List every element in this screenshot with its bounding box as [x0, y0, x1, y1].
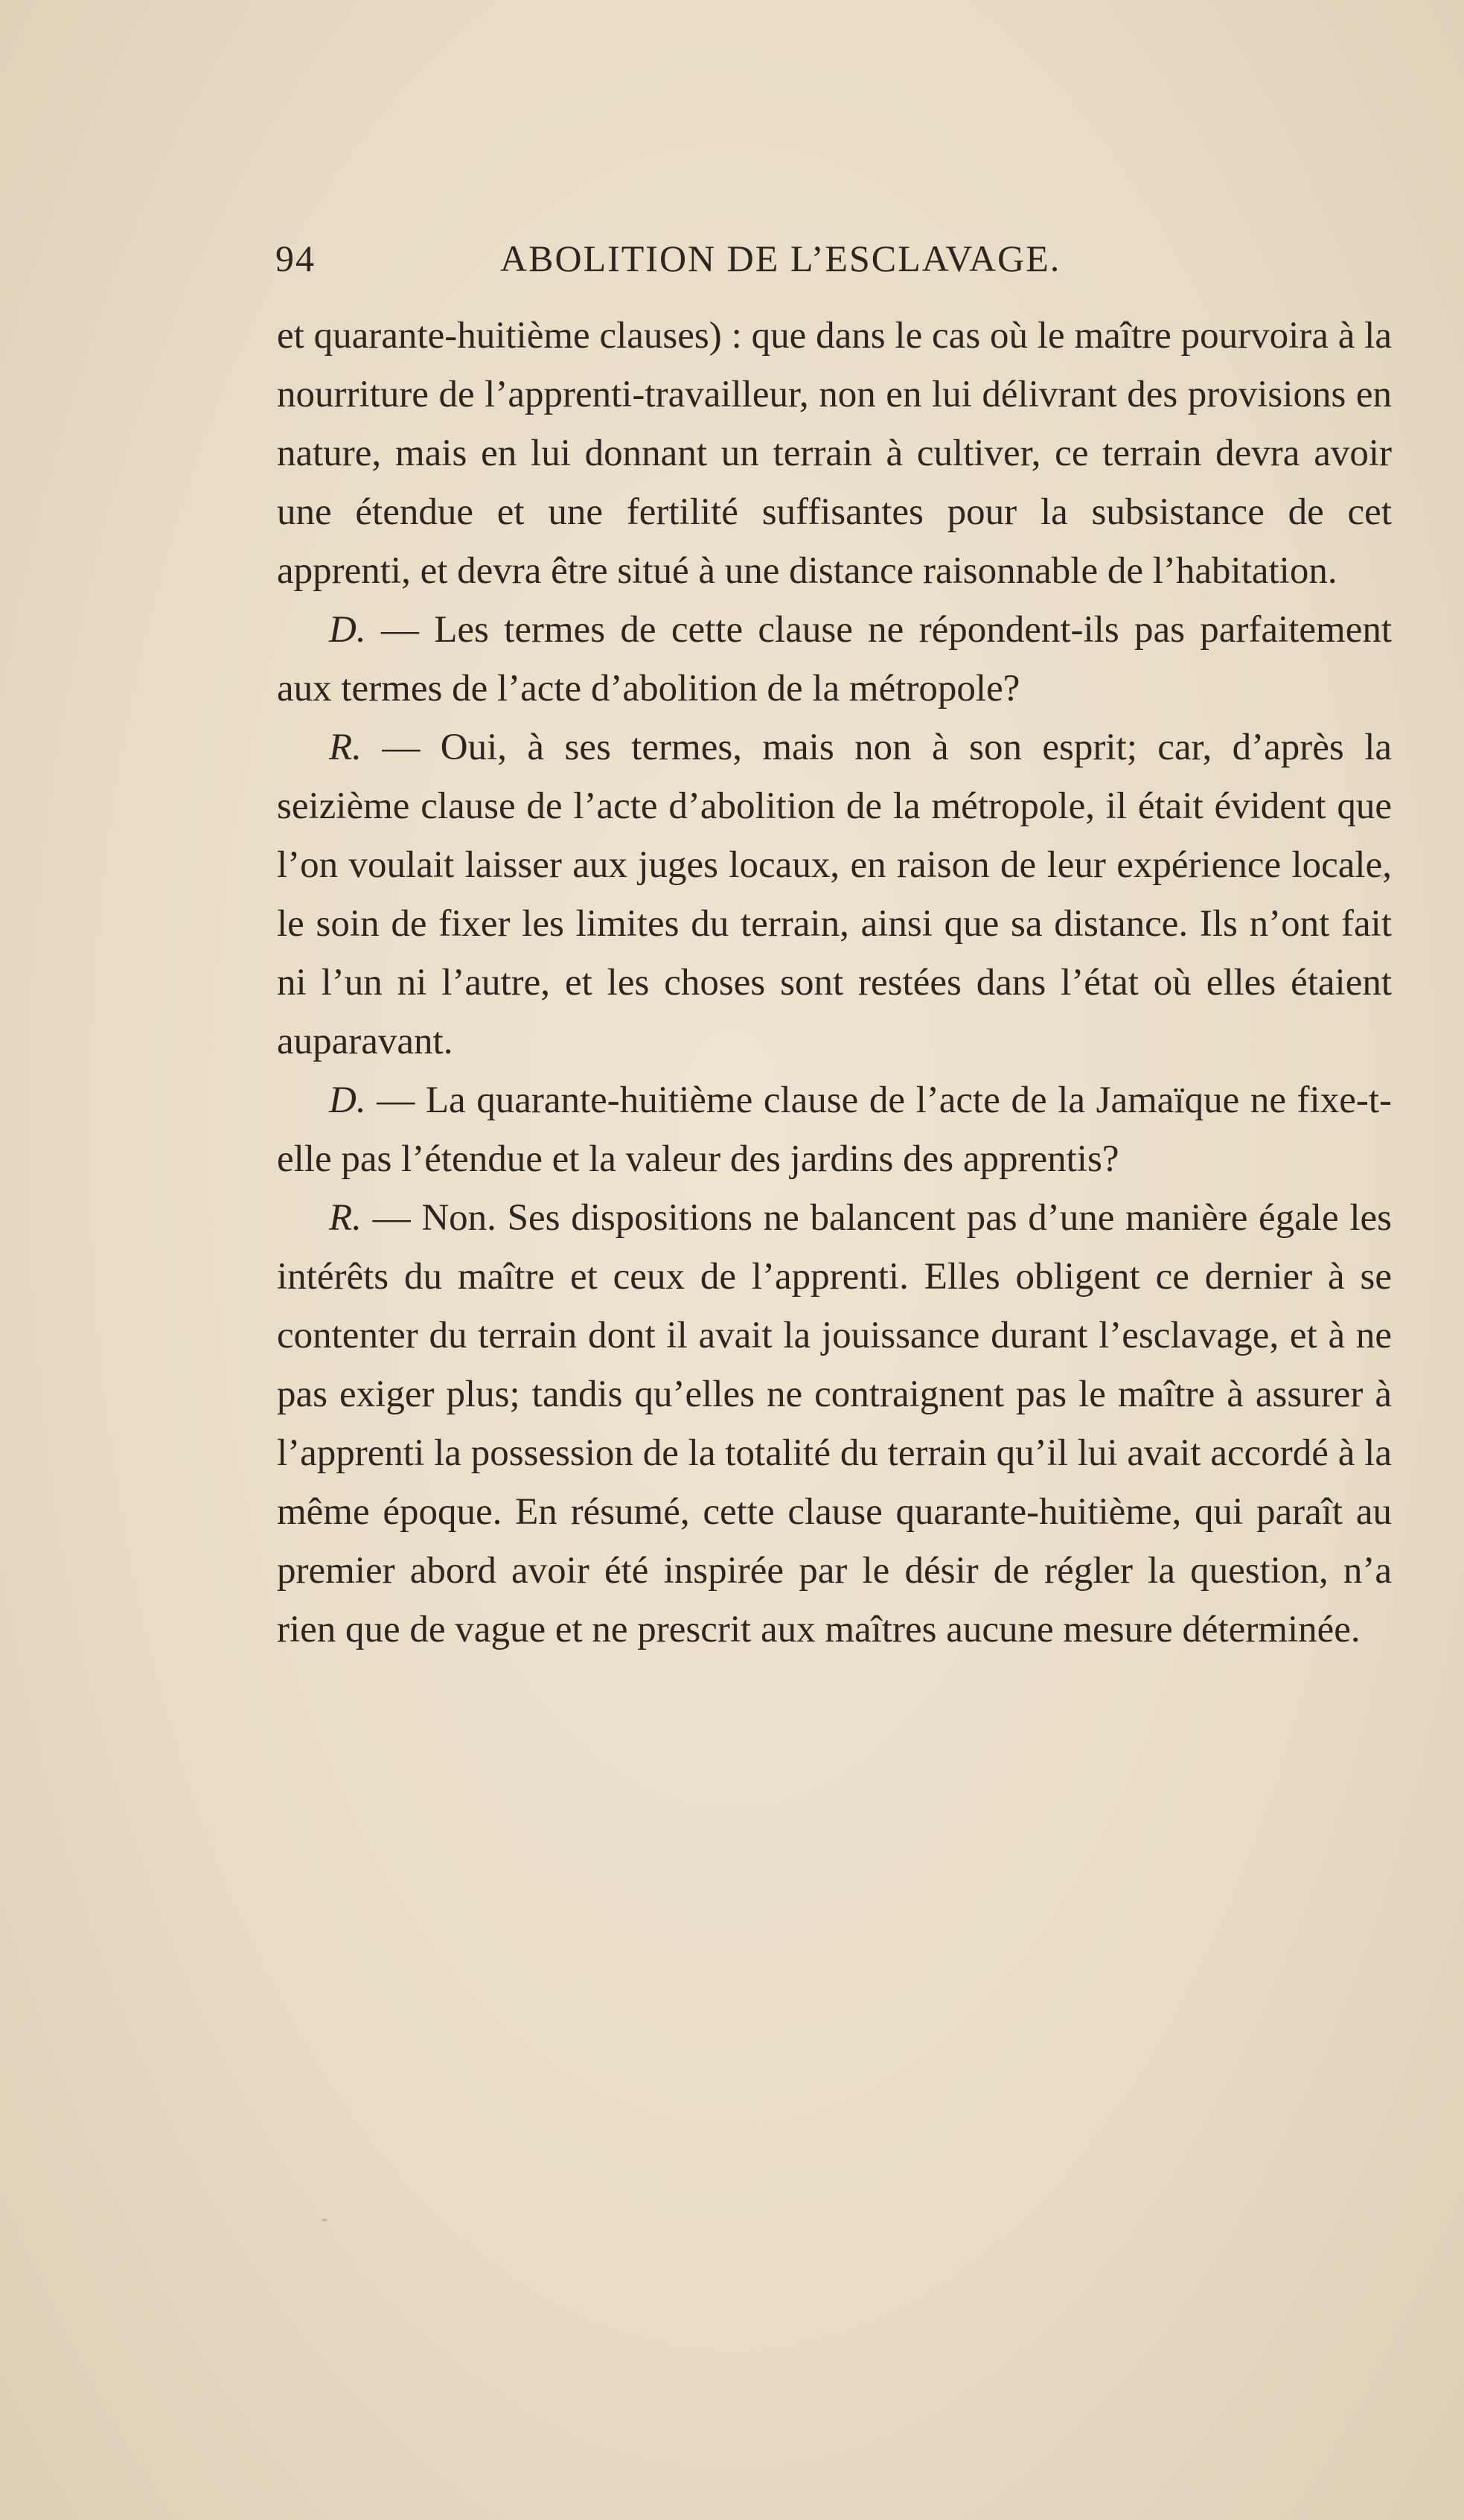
- answer-1-text: — Oui, à ses termes, mais non à son esprit; car, d’après la seizième clause de l’acte d’abolition de la métropole, il était évident que l’on voulait laisser aux juges locaux, en raison de leur expérience locale, le soin de fixer les limites du terrain, ainsi que sa distance. Ils n’ont fait ni l’un ni l’autre, et les choses sont restées dans l’état où elles étaient auparavant.: [277, 727, 1392, 1062]
- main-text: [277, 307, 1392, 1659]
- question-1: [277, 601, 1392, 718]
- answer-1: [277, 718, 1392, 1071]
- page-number: 94: [275, 237, 316, 279]
- question-1-text: — Les termes de cette clause ne répondent-ils pas parfaitement aux termes de l’acte d’abolition de la métropole?: [277, 609, 1392, 709]
- question-2-text: — La quarante-huitième clause de l’acte de la Jamaïque ne fixe-t-elle pas l’étendue et la valeur des jardins des apprentis?: [277, 1079, 1392, 1180]
- running-title: ABOLITION DE L’ESCLAVAGE.: [500, 237, 1061, 279]
- running-head: [275, 237, 1243, 289]
- question-2: [277, 1071, 1392, 1189]
- answer-1-speaker: R.: [329, 727, 362, 768]
- paper-speck: [1381, 875, 1384, 878]
- answer-2-speaker: R.: [329, 1197, 362, 1239]
- paper-speck: [322, 2218, 327, 2221]
- question-2-speaker: D.: [329, 1079, 366, 1121]
- answer-2-text: — Non. Ses dispositions ne balancent pas d’une manière égale les intérêts du maître et ceux de l’apprenti. Elles obligent ce dernier à se contenter du terrain dont il avait la jouissance durant l’esclavage, et à ne pas exiger plus; tandis qu’elles ne contraignent pas le maître à assurer à l’apprenti la possession de la totalité du terrain qu’il lui avait accordé à la même époque. En résumé, cette clause quarante-huitième, qui paraît au premier abord avoir été inspirée par le désir de régler la question, n’a rien que de vague et ne prescrit aux maîtres aucune mesure déterminée.: [277, 1197, 1392, 1650]
- question-1-speaker: D.: [329, 609, 366, 651]
- opening-paragraph: et quarante-huitième clauses) : que dans le cas où le maître pourvoira à la nourriture de l’apprenti-travailleur, non en lui délivrant des provisions en nature, mais en lui donnant un terrain à cultiver, ce terrain devra avoir une étendue et une fertilité suffisantes pour la subsistance de cet apprenti, et devra être situé à une distance raisonnable de l’habitation.: [277, 315, 1392, 592]
- answer-2: [277, 1189, 1392, 1659]
